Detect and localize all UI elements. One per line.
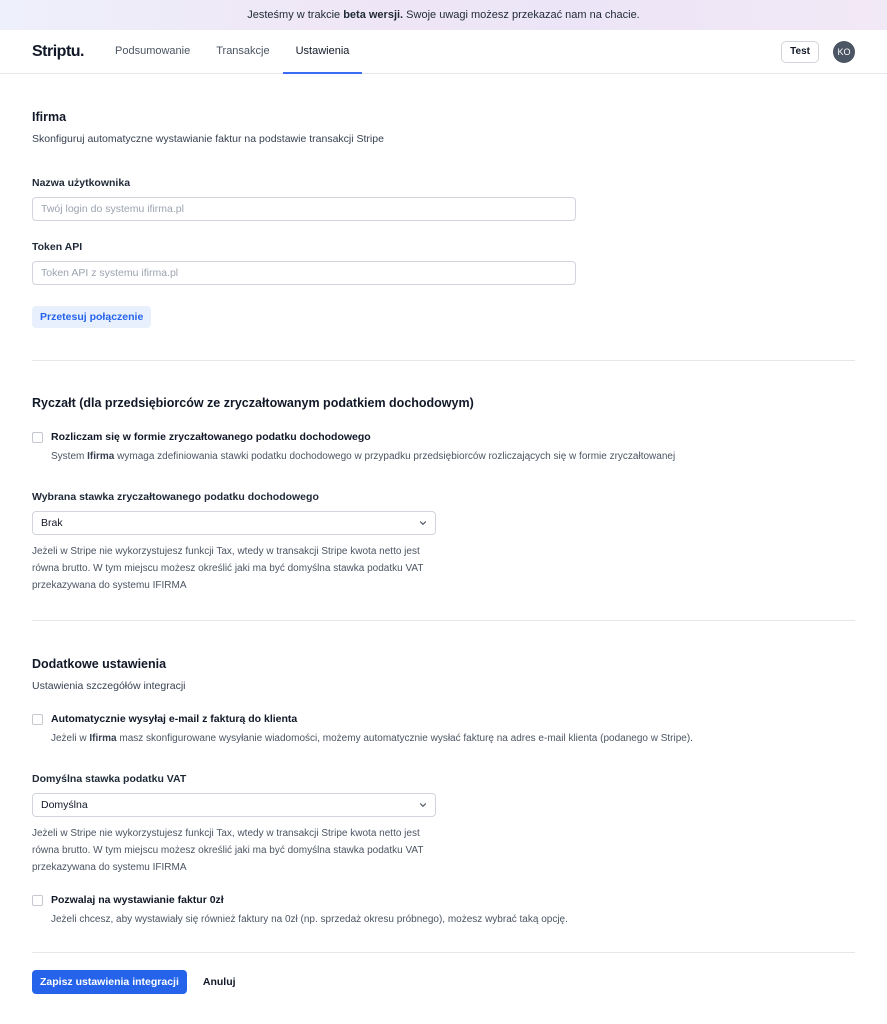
ryczalt-rate-value: Brak: [41, 517, 63, 529]
ryczalt-section: [32, 361, 855, 594]
chevron-down-icon: [419, 519, 427, 527]
ryczalt-checkbox-row: [32, 431, 855, 462]
ryczalt-desc-bold: Ifirma: [87, 451, 115, 462]
vat-rate-select[interactable]: [32, 793, 436, 817]
zero-invoice-checkbox-description: Jeżeli chcesz, aby wystawiały się również faktury na 0zł (np. sprzedaż okresu próbnego), możesz wybrać taką opcję.: [51, 914, 568, 925]
vat-rate-label: Domyślna stawka podatku VAT: [32, 773, 187, 785]
ryczalt-desc-suffix: wymaga zdefiniowania stawki podatku dochodowego w przypadku przedsiębiorców rozliczających się w formie zryczałtowanej: [114, 451, 676, 462]
email-checkbox-label[interactable]: Automatycznie wysyłaj e-mail z fakturą do klienta: [51, 713, 298, 725]
save-integration-button[interactable]: Zapisz ustawienia integracji: [32, 970, 187, 994]
ryczalt-help-text: Jeżeli w Stripe nie wykorzystujesz funkcji Tax, wtedy w transakcji Stripe kwota netto jest równa brutto. W tym miejscu możesz określić jaki ma być domyślna stawka podatku VAT przekazywana do systemu IFIRMA: [32, 546, 424, 591]
banner-bold: beta wersji.: [343, 9, 404, 21]
zero-invoice-checkbox[interactable]: [32, 895, 43, 906]
banner-prefix: Jesteśmy w trakcie: [247, 9, 344, 21]
settings-content: [0, 74, 887, 994]
token-label: Token API: [32, 241, 83, 253]
ryczalt-checkbox[interactable]: [32, 432, 43, 443]
extra-settings-section: [32, 621, 855, 925]
username-label: Nazwa użytkownika: [32, 177, 131, 189]
divider: [32, 952, 855, 953]
email-checkbox-row: [32, 713, 855, 744]
avatar[interactable]: KO: [833, 41, 855, 63]
cancel-button[interactable]: Anuluj: [202, 976, 236, 988]
vat-help-text: Jeżeli w Stripe nie wykorzystujesz funkcji Tax, wtedy w transakcji Stripe kwota netto jest równa brutto. W tym miejscu możesz określić jaki ma być domyślna stawka podatku VAT przekazywana do systemu IFIRMA: [32, 828, 424, 873]
extra-description: Ustawienia szczegółów integracji: [32, 680, 186, 692]
logo[interactable]: Striptu.: [32, 42, 84, 60]
tab-transakcje[interactable]: Transakcje: [216, 45, 270, 57]
tab-podsumowanie[interactable]: Podsumowanie: [115, 45, 191, 57]
top-navigation: [0, 30, 887, 74]
token-input[interactable]: [32, 261, 576, 285]
email-desc-bold: Ifirma: [89, 733, 117, 744]
test-connection-button[interactable]: Przetesuj połączenie: [32, 306, 151, 328]
ryczalt-rate-label: Wybrana stawka zryczałtowanego podatku dochodowego: [32, 491, 319, 503]
ifirma-title: Ifirma: [32, 110, 67, 124]
ryczalt-rate-select[interactable]: [32, 511, 436, 535]
email-checkbox[interactable]: [32, 714, 43, 725]
email-desc-suffix: masz skonfigurowane wysyłanie wiadomości, możemy automatycznie wysłać fakturę na adres e-mail klienta (podanego w Stripe).: [116, 733, 693, 744]
tab-ustawienia[interactable]: Ustawienia: [283, 30, 363, 74]
zero-invoice-checkbox-row: [32, 894, 855, 925]
ryczalt-title: Ryczałt (dla przedsiębiorców ze zryczałtowanym podatkiem dochodowym): [32, 396, 474, 410]
zero-invoice-checkbox-label[interactable]: Pozwalaj na wystawianie faktur 0zł: [51, 894, 224, 906]
ryczalt-checkbox-label[interactable]: Rozliczam się w formie zryczałtowanego podatku dochodowego: [51, 431, 371, 443]
extra-title: Dodatkowe ustawienia: [32, 657, 167, 671]
banner-suffix: Swoje uwagi możesz przekazać nam na chacie.: [403, 9, 640, 21]
test-mode-button[interactable]: Test: [781, 41, 819, 63]
ryczalt-desc-prefix: System: [51, 451, 88, 462]
ifirma-section: [32, 74, 855, 328]
chevron-down-icon: [419, 801, 427, 809]
ifirma-description: Skonfiguruj automatyczne wystawianie faktur na podstawie transakcji Stripe: [32, 133, 384, 145]
email-desc-prefix: Jeżeli w: [51, 733, 90, 744]
username-input[interactable]: [32, 197, 576, 221]
vat-rate-value: Domyślna: [41, 799, 88, 811]
email-checkbox-description: [51, 733, 693, 744]
beta-banner: [0, 0, 887, 30]
form-actions: [32, 970, 855, 994]
ryczalt-checkbox-description: [51, 451, 675, 462]
